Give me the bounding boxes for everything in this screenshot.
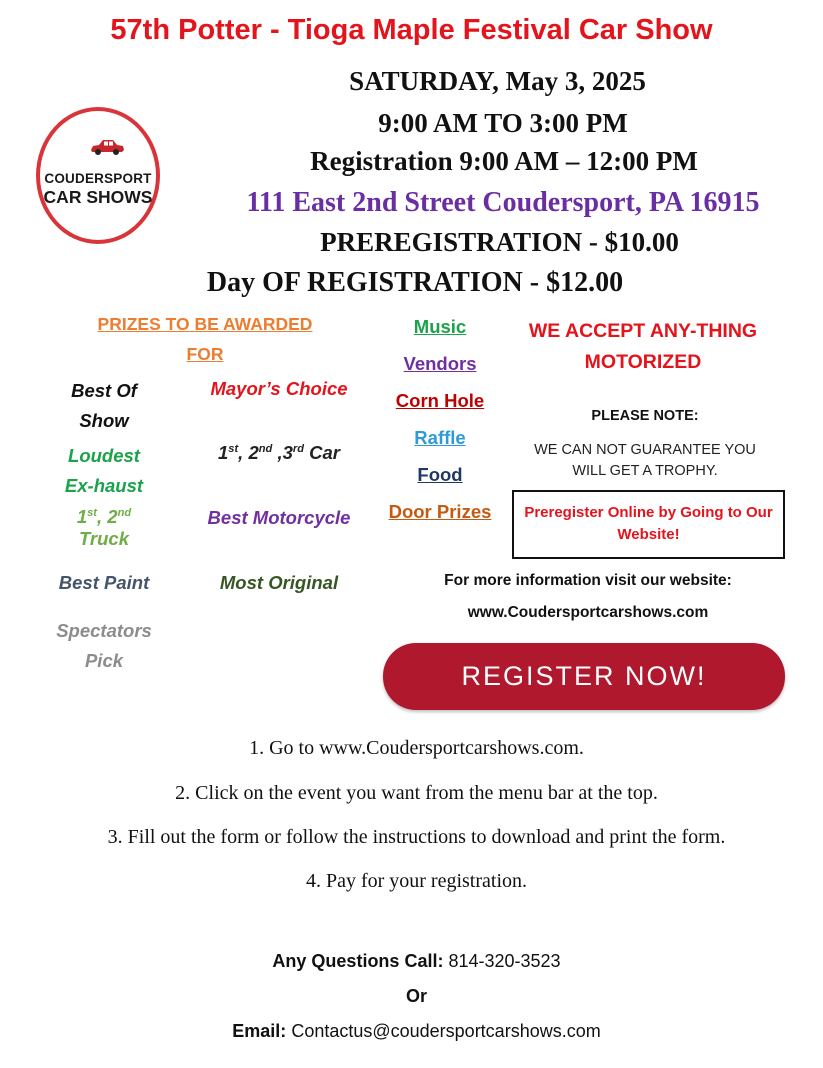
instruction-step-2: 2. Click on the event you want from the menu bar at the top.: [175, 782, 658, 804]
phone-label: Any Questions Call:: [272, 951, 444, 971]
accept-motorized-notice: WE ACCEPT ANY-THING MOTORIZED: [528, 320, 758, 373]
website-link[interactable]: www.Coudersportcarshows.com: [467, 604, 709, 621]
prize-car: 1st, 2nd ,3rd Car: [218, 442, 340, 463]
event-address: 111 East 2nd Street Coudersport, PA 16915: [246, 187, 760, 218]
prizes-heading: PRIZES TO BE AWARDED: [97, 314, 313, 334]
instruction-step-1: 1. Go to www.Coudersportcarshows.com.: [249, 737, 584, 759]
car-icon: [89, 137, 125, 157]
prizes-heading-for: FOR: [186, 344, 224, 364]
activity-raffle: Raffle: [414, 427, 466, 448]
phone-contact: [0, 951, 823, 972]
prize-best-paint: Best Paint: [58, 572, 150, 593]
activity-music: Music: [413, 316, 467, 337]
email-address[interactable]: Contactus@coudersportcarshows.com: [286, 1021, 601, 1041]
prize-most-original: Most Original: [219, 572, 339, 593]
day-of-registration-price: Day OF REGISTRATION - $12.00: [206, 267, 624, 298]
preregister-online-text: Preregister Online by Going to Our Website!: [524, 504, 773, 543]
logo-text-bottom: CAR SHOWS: [43, 187, 153, 207]
event-time: 9:00 AM TO 3:00 PM: [378, 108, 628, 138]
activity-vendors: Vendors: [403, 353, 477, 374]
contact-or: Or: [405, 986, 427, 1006]
more-info-label: For more information visit our website:: [444, 572, 732, 589]
activity-food: Food: [417, 464, 463, 485]
please-note-heading: PLEASE NOTE:: [591, 408, 699, 424]
prize-best-of-show: Best Of Show: [71, 380, 137, 431]
email-label: Email:: [232, 1021, 287, 1041]
instruction-step-4: 4. Pay for your registration.: [305, 870, 528, 892]
prize-spectators-pick: Spectators Pick: [56, 620, 152, 671]
registration-hours: Registration 9:00 AM – 12:00 PM: [310, 146, 698, 176]
event-title: 57th Potter - Tioga Maple Festival Car Show: [110, 14, 713, 46]
prize-best-motorcycle: Best Motorcycle: [207, 507, 351, 528]
prize-mayors-choice: Mayor’s Choice: [210, 378, 348, 399]
prize-truck: 1st, 2nd Truck: [76, 506, 132, 549]
preregister-online-box: [512, 490, 785, 559]
coudersport-car-shows-logo: [36, 107, 160, 244]
prize-loudest-exhaust: Loudest Ex-haust: [64, 445, 144, 496]
email-contact: [0, 1021, 823, 1042]
phone-number[interactable]: 814-320-3523: [443, 951, 561, 971]
register-now-button[interactable]: REGISTER NOW!: [383, 643, 785, 710]
event-date: SATURDAY, May 3, 2025: [349, 66, 646, 96]
logo-text-top: COUDERSPORT: [44, 171, 152, 186]
activity-corn-hole: Corn Hole: [395, 390, 485, 411]
preregistration-price: PREREGISTRATION - $10.00: [320, 227, 679, 257]
trophy-disclaimer: WE CAN NOT GUARANTEE YOU WILL GET A TROPHY.: [534, 442, 756, 479]
activity-door-prizes: Door Prizes: [388, 501, 492, 522]
instruction-step-3: 3. Fill out the form or follow the instructions to download and print the form.: [107, 826, 726, 848]
